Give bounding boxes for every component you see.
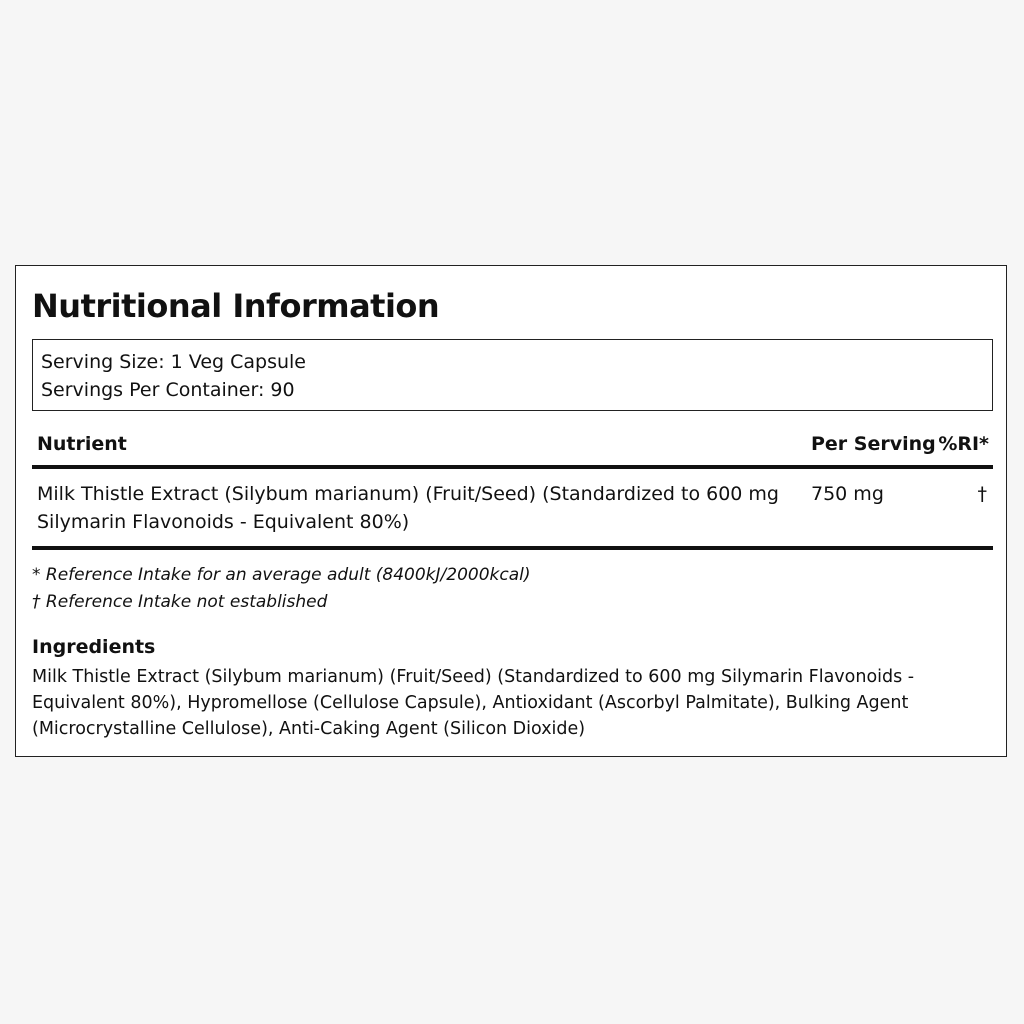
header-nutrient: Nutrient	[37, 433, 127, 455]
row-ri: †	[977, 483, 987, 505]
panel-title: Nutritional Information	[32, 287, 440, 325]
servings-per-container: Servings Per Container: 90	[41, 379, 295, 401]
footnote-not-established: † Reference Intake not established	[32, 592, 328, 612]
header-ri: %RI*	[938, 433, 989, 455]
serving-size: Serving Size: 1 Veg Capsule	[41, 351, 306, 373]
row-per-serving: 750 mg	[811, 483, 884, 505]
footnote-reference-intake: * Reference Intake for an average adult (8400kJ/2000kcal)	[32, 565, 531, 585]
ingredients-heading: Ingredients	[32, 636, 156, 658]
serving-info-box	[32, 339, 993, 411]
row-nutrient: Milk Thistle Extract (Silybum marianum) (Fruit/Seed) (Standardized to 600 mg Silymarin Flavonoids - Equivalent 80%)	[37, 483, 779, 533]
table-header-row	[32, 427, 993, 469]
nutrition-panel	[15, 265, 1007, 757]
header-per-serving: Per Serving	[811, 433, 936, 455]
table-row	[32, 478, 993, 550]
ingredients-text: Milk Thistle Extract (Silybum marianum) (Fruit/Seed) (Standardized to 600 mg Silymarin Flavonoids - Equivalent 80%), Hypromellose (Cellulose Capsule), Antioxidant (Ascorbyl Palmitate), Bulking Agent (Microcrystalline Cellulose), Anti-Caking Agent (Silicon Dioxide)	[32, 667, 915, 739]
footnotes	[32, 562, 531, 616]
